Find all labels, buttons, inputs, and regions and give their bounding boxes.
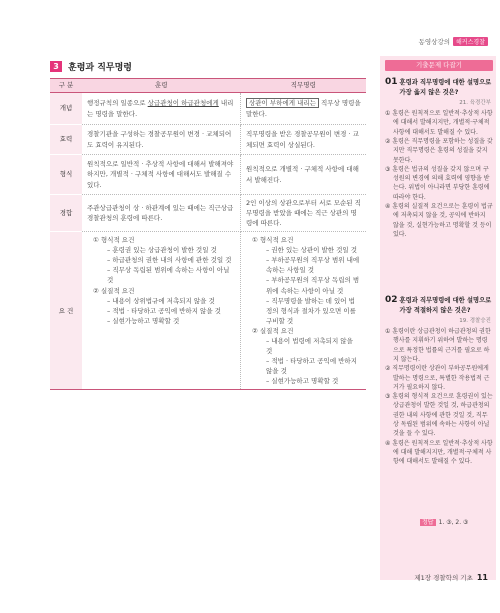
cell-jikmu: 2인 이상의 상관으로부터 서로 모순된 직무명령을 받았을 때에는 직근 상관의 명령에 따른다.	[241, 195, 367, 232]
requirement-item: ② 실질적 요건	[252, 326, 294, 335]
question-text: 훈령과 직무명령에 대한 설명으로 가장 적절하지 않은 것은?	[399, 297, 492, 314]
brand-badge: 해커스경찰	[453, 37, 488, 46]
row-category: 경합	[50, 195, 82, 232]
cell-text: 행정규칙의 일종으로	[87, 99, 148, 108]
header-hunryeong: 훈령	[82, 79, 241, 93]
cell-hunryeong: 경찰기관을 구성하는 경찰공무원이 변경 · 교체되어도 효력이 유지된다.	[82, 125, 241, 155]
table-row	[50, 125, 366, 155]
answer-option: ③ 훈령은 법규의 성질을 갖지 않으며 구성원의 변경에 의해 효력에 영향을 받는다. 위법이 아니라면 부당한 훈령에 따라야 한다.	[385, 165, 490, 201]
table-row	[50, 93, 366, 125]
answer-option: ① 훈령은 원칙적으로 일반적·추상적 사항에 대해서 발해지지만, 개별적·구체적 사항에 대해서도 발해질 수 있다.	[385, 110, 493, 136]
row-category: 요 건	[50, 232, 82, 390]
cell-jikmu	[241, 93, 367, 125]
answer-option: ① 훈령이란 상급관청이 하급관청의 권한행사를 지휘하기 위하여 발하는 명령으로 특정한 법률의 근거를 필요로 하지 않는다.	[385, 328, 491, 363]
question-source: 21. 육경간부	[459, 99, 491, 106]
cell-hunryeong: 주관상급관청이 상 · 하관계에 있는 때에는 직근상급경찰관청의 훈령에 따른다.	[82, 195, 241, 232]
requirement-item: ② 실질적 요건	[93, 286, 135, 295]
requirement-item: – 훈령권 있는 상급관청이 발한 것일 것	[107, 246, 217, 255]
question-number: 01	[385, 77, 398, 87]
sidebar-tab: 기출문제 다잡기	[385, 60, 493, 71]
table-row	[50, 195, 366, 232]
question-text: 훈령과 직무명령에 대한 설명으로 가장 옳지 않은 것은?	[399, 79, 492, 96]
requirement-item: – 내용이 법령에 저촉되지 않을 것	[266, 336, 353, 355]
answer-label: 정답	[422, 519, 434, 526]
row-category: 개념	[50, 93, 82, 125]
cell-text: 직무상 명령을 말한다.	[246, 99, 361, 118]
header-category: 구 분	[50, 79, 82, 93]
requirement-item: – 부하공무원의 직무상 범위 내에 속하는 사항일 것	[266, 256, 360, 275]
requirement-item: – 권한 있는 상관이 발한 것일 것	[266, 246, 357, 255]
answer-value: 1. ③, 2. ③	[438, 519, 469, 526]
practice-sidebar	[380, 56, 496, 580]
section-title: 훈령과 직무명령	[68, 63, 132, 73]
requirement-item: – 실현가능하고 명확할 것	[266, 377, 339, 386]
section-number: 3	[50, 61, 62, 72]
table-row	[50, 155, 366, 195]
requirement-item: – 부하공무원의 직무상 독립의 범위에 속하는 사항이 아닐 것	[266, 276, 360, 295]
answer-option: ④ 훈령의 실질적 요건으로는 훈령이 법규에 저촉되지 않을 것, 공익에 반하지 않을 것, 실현가능하고 명확할 것 등이 있다.	[385, 202, 493, 238]
cell-hunryeong	[82, 93, 241, 125]
requirement-item: ① 형식적 요건	[93, 236, 135, 245]
question-number: 02	[385, 295, 398, 305]
page-number: 11	[476, 573, 488, 582]
question-source: 19. 경찰승진	[459, 317, 491, 324]
requirement-item: – 내용이 상위법규에 저촉되지 않을 것	[107, 296, 215, 305]
running-header-text: 동영상강의	[418, 38, 451, 46]
row-category: 효력	[50, 125, 82, 155]
requirement-item: – 적법 · 타당하고 공익에 반하지 않을 것	[266, 356, 357, 375]
requirement-item: – 직무상 독립된 범위에 속하는 사항이 아닐 것	[107, 266, 230, 285]
question-1	[385, 78, 493, 239]
page-footer	[414, 573, 488, 582]
answer-option: ② 직무명령이란 상관이 부하공무원에게 발하는 명령으로, 특별한 작용법적 근거가 필요하지 않다.	[385, 365, 490, 391]
boxed-text: 상관이 부하에게 내리는	[246, 98, 319, 108]
cell-hunryeong-requirements	[82, 232, 241, 390]
table-row	[50, 232, 366, 390]
requirement-item: – 적법 · 타당하고 공익에 반하지 않을 것	[107, 306, 221, 315]
question-2	[385, 296, 493, 466]
chapter-title: 제1장 경찰학의 기초	[414, 574, 473, 582]
row-category: 형식	[50, 155, 82, 195]
cell-hunryeong: 원칙적으로 일반적 · 추상적 사항에 대해서 발해져야 하지만, 개별적 · 구체적 사항에 대해서도 발해질 수 있다.	[82, 155, 241, 195]
section-heading	[50, 60, 132, 73]
requirement-item: ① 형식적 요건	[252, 236, 294, 245]
comparison-table	[50, 78, 366, 390]
answer-option: ② 훈령은 직무명령을 포함하는 성질을 갖지만 직무명령은 훈령의 성질을 갖지 못한다.	[385, 137, 493, 164]
cell-text: 내리는 명령을 말한다.	[87, 99, 234, 118]
table-header-row	[50, 79, 366, 93]
requirement-item: – 직무명령을 발하는 데 있어 법정의 형식과 절차가 있으면 이를 구비할 것	[266, 296, 356, 325]
cell-jikmu-requirements	[241, 232, 367, 390]
answer-option: ③ 훈령의 형식적 요건으로 훈령권이 있는 상급관청이 발한 것일 것, 하급관청의 권한 내의 사항에 관한 것일 것, 직무상 독립된 범위에 속하는 사항이 아닐 것을 들 수 있다.	[385, 393, 493, 438]
requirement-item: – 하급관청의 권한 내의 사항에 관한 것일 것	[107, 256, 232, 265]
header-jikmu: 직무명령	[241, 79, 367, 93]
answer-key	[420, 517, 468, 526]
answer-option: ④ 훈령은 원칙적으로 일반적·추상적 사항에 대해 발해지지만, 개별적·구체적 사항에 대해서도 발해질 수 있다.	[385, 439, 493, 466]
underlined-text: 상급관청이 하급관청에게	[147, 99, 219, 108]
question-head	[385, 78, 493, 98]
running-header	[419, 37, 488, 46]
question-head	[385, 296, 493, 316]
requirement-item: – 실현가능하고 명확할 것	[107, 316, 180, 325]
cell-jikmu: 직무명령을 받은 경찰공무원이 변경 · 교체되면 효력이 상실된다.	[241, 125, 367, 155]
cell-jikmu: 원칙적으로 개별적 · 구체적 사항에 대해서 발해진다.	[241, 155, 367, 195]
